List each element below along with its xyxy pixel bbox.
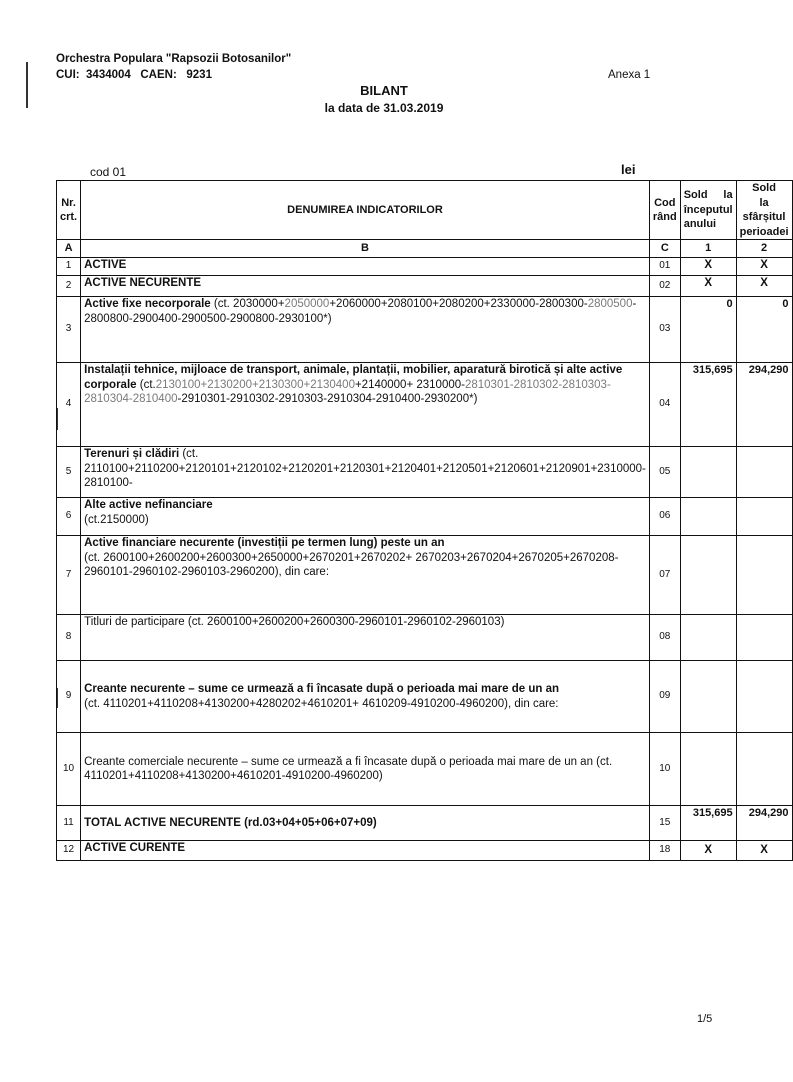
row-accounts: (ct. 2600100+2600200+2600300+2650000+2670201+2670202+ 2670203+2670204+2670205+2670208-2960101-2960102-2960103-2960200), din care:: [84, 551, 619, 578]
row-description: [81, 498, 650, 536]
row-start-value: [680, 536, 736, 615]
row-description: Titluri de participare (ct. 2600100+2600200+2600300-2960101-2960102-2960103): [81, 615, 650, 661]
row-end-value: 0: [736, 297, 792, 363]
table-row: [57, 733, 793, 806]
row-nr: 3: [57, 297, 81, 363]
row-end-value: [736, 733, 792, 806]
row-cod: 06: [649, 498, 680, 536]
row-end-value: [736, 536, 792, 615]
table-row: [57, 806, 793, 841]
currency-label: lei: [621, 162, 636, 177]
row-accounts: (ct.2150000): [84, 513, 149, 526]
row-nr: 11: [57, 806, 81, 841]
table-row: [57, 363, 793, 447]
header-cod: Cod rând: [649, 181, 680, 240]
header-start: [680, 181, 736, 240]
row-end-value: [736, 447, 792, 498]
column-letters-row: [57, 240, 793, 258]
row-cod: 18: [649, 841, 680, 861]
table-row: [57, 297, 793, 363]
row-start-value: 0: [680, 297, 736, 363]
row-start-value: [680, 498, 736, 536]
row-title: Alte active nefinanciare: [84, 499, 213, 511]
row-start-value: 315,695: [680, 806, 736, 841]
row-end-value: [736, 661, 792, 733]
row-nr: 10: [57, 733, 81, 806]
row-description: [81, 297, 650, 363]
row-nr: 12: [57, 841, 81, 861]
header-end-line2: la sfârșitul: [742, 196, 786, 223]
row-title: Active fixe necorporale: [84, 298, 211, 310]
row-accounts: -2800800-2900400-2900500-2900800-2930100*): [84, 298, 637, 325]
row-title: ACTIVE: [81, 258, 650, 276]
row-nr: 1: [57, 258, 81, 276]
row-nr: 8: [57, 615, 81, 661]
header-nr: Nr. crt.: [57, 181, 81, 240]
header-start-rest: începutul anului: [683, 203, 733, 231]
table-row: [57, 841, 793, 861]
row-end-value: [736, 498, 792, 536]
row-cod: 03: [649, 297, 680, 363]
row-accounts: +2060000+2080100+2080200+2330000-2800300-: [329, 298, 588, 310]
row-start-value: [680, 615, 736, 661]
row-title: ACTIVE NECURENTE: [81, 276, 650, 297]
row-nr: 4: [57, 363, 81, 447]
row-start-value: [680, 733, 736, 806]
col-letter: 1: [680, 240, 736, 258]
row-cod: 02: [649, 276, 680, 297]
row-end-value: 294,290: [736, 363, 792, 447]
col-letter: 2: [736, 240, 792, 258]
col-letter: C: [649, 240, 680, 258]
col-letter: A: [57, 240, 81, 258]
balance-table: [56, 180, 793, 861]
organization-name: Orchestra Populara "Rapsozii Botosanilor": [56, 53, 292, 65]
row-end-value: [736, 615, 792, 661]
row-start-value: 315,695: [680, 363, 736, 447]
header-start-sold: Sold: [683, 189, 708, 202]
row-accounts: (ct. 2030000+: [210, 298, 285, 310]
annex-label: Anexa 1: [608, 69, 651, 81]
table-row: [57, 498, 793, 536]
header-name: DENUMIREA INDICATORILOR: [81, 181, 650, 240]
cui-caen-line: CUI: 3434004 CAEN: 9231: [56, 69, 212, 81]
row-accounts: -2910301-2910302-2910303-2910304-2910400-2930200*): [177, 393, 478, 405]
header-end: [736, 181, 792, 240]
row-cod: 04: [649, 363, 680, 447]
page-number: 1/5: [697, 1013, 713, 1025]
row-end-value: X: [736, 276, 792, 297]
form-code: cod 01: [90, 165, 127, 179]
row-start-value: [680, 447, 736, 498]
table-row: [57, 447, 793, 498]
header-end-line1: Sold: [752, 182, 776, 194]
row-nr: 2: [57, 276, 81, 297]
row-cod: 07: [649, 536, 680, 615]
row-accounts: +2140000+ 2310000-: [354, 378, 465, 391]
row-end-value: X: [736, 258, 792, 276]
document-date: la data de 31.03.2019: [324, 101, 444, 115]
row-end-value: X: [736, 841, 792, 861]
row-cod: 05: [649, 447, 680, 498]
row-cod: 09: [649, 661, 680, 733]
row-accounts-highlight: 2130100+2130200+2130300+2130400: [155, 378, 355, 391]
row-cod: 10: [649, 733, 680, 806]
row-nr: 6: [57, 498, 81, 536]
header-end-line3: perioadei: [739, 225, 789, 238]
row-description: [81, 536, 650, 615]
row-accounts-highlight: 2050000: [284, 298, 330, 310]
row-end-value: 294,290: [736, 806, 792, 841]
row-description: [81, 447, 650, 498]
table-header-row: [57, 181, 793, 240]
row-title: TOTAL ACTIVE NECURENTE (rd.03+04+05+06+07+09): [81, 806, 650, 841]
row-nr: 9: [57, 661, 81, 733]
row-description: Creante comerciale necurente – sume ce urmează a fi încasate după o perioada mai mare de un an (ct. 4110201+4110208+4130200+4610201-4910200-4960200): [81, 733, 650, 806]
row-start-value: X: [680, 276, 736, 297]
row-accounts: (ct.: [139, 378, 156, 391]
row-cod: 15: [649, 806, 680, 841]
row-description: [81, 363, 650, 447]
row-cod: 08: [649, 615, 680, 661]
row-nr: 7: [57, 536, 81, 615]
row-start-value: X: [680, 258, 736, 276]
row-nr: 5: [57, 447, 81, 498]
row-title: Terenuri și clădiri: [84, 448, 180, 460]
document-title: BILANT: [360, 83, 408, 98]
row-start-value: [680, 661, 736, 733]
row-accounts: (ct. 4110201+4110208+4130200+4280202+4610201+ 4610209-4910200-4960200), din care:: [84, 697, 559, 710]
table-row: [57, 661, 793, 733]
row-accounts-highlight: 2800500: [587, 298, 633, 310]
row-accounts-highlight: 2810301-2810302-2810303-2810304-2810400: [84, 378, 611, 405]
table-row: [57, 258, 793, 276]
row-title: Instalații tehnice, mijloace de transport, animale, plantații, mobilier, aparatură birotică și alte active corporale: [84, 364, 623, 391]
row-description: [81, 661, 650, 733]
row-title: ACTIVE CURENTE: [81, 841, 650, 861]
row-title: Creante necurente – sume ce urmează a fi încasate după o perioada mai mare de un an: [84, 683, 559, 695]
col-letter: B: [81, 240, 650, 258]
row-accounts: (ct. 2110100+2110200+2120101+2120102+2120201+2120301+2120401+2120501+2120601+2120901+2310000-2810100-: [84, 448, 646, 489]
table-row: [57, 536, 793, 615]
table-row: [57, 615, 793, 661]
row-start-value: X: [680, 841, 736, 861]
row-title: Active financiare necurente (investiții pe termen lung) peste un an: [84, 537, 445, 549]
row-cod: 01: [649, 258, 680, 276]
table-row: [57, 276, 793, 297]
header-start-la: la: [723, 189, 733, 202]
